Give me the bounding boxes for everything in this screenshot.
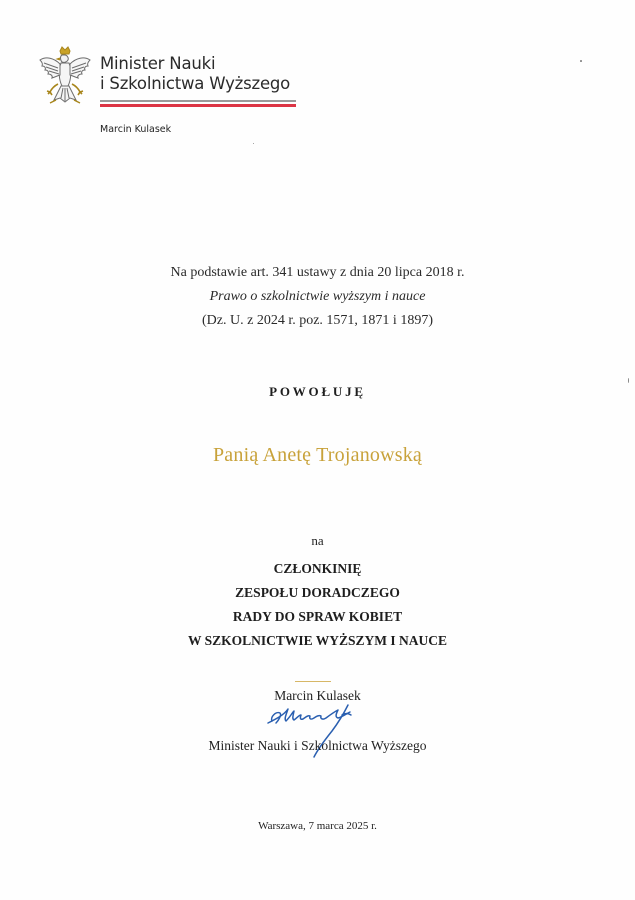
legal-basis-line1: Na podstawie art. 341 ustawy z dnia 20 lipca 2018 r. [170, 265, 465, 280]
header-minister-name: Marcin Kulasek [100, 124, 172, 135]
signer-name: Marcin Kulasek [274, 688, 361, 703]
signature-accent-line [295, 681, 331, 682]
recipient-name: Panią Anetę Trojanowską [212, 444, 423, 466]
scan-speck [253, 143, 254, 144]
place-and-date: Warszawa, 7 marca 2025 r. [258, 820, 377, 832]
position-title [0, 557, 635, 653]
ministry-name-line1: Minister Nauki [100, 54, 216, 73]
appointment-preposition: na [311, 533, 324, 548]
appointment-verb: POWOŁUJĘ [269, 384, 366, 399]
scan-speck [628, 378, 629, 383]
legal-basis-citation: (Dz. U. z 2024 r. poz. 1571, 1871 i 1897) [202, 313, 433, 328]
position-line: RADY DO SPRAW KOBIET [232, 609, 403, 624]
header-grey-rule [100, 100, 296, 102]
position-line: W SZKOLNICTWIE WYŻSZYM I NAUCE [187, 633, 448, 648]
legal-basis [0, 261, 635, 333]
legal-basis-act-title: Prawo o szkolnictwie wyższym i nauce [209, 289, 426, 304]
header-red-rule [100, 104, 296, 107]
position-line: CZŁONKINIĘ [273, 561, 362, 576]
position-line: ZESPOŁU DORADCZEGO [235, 585, 400, 600]
ministry-name-line2: i Szkolnictwa Wyższego [100, 74, 291, 93]
white-eagle-emblem-icon [36, 46, 94, 108]
scan-speck [580, 60, 582, 62]
signer-title: Minister Nauki i Szkolnictwa Wyższego [208, 738, 427, 753]
ministry-name [100, 54, 290, 94]
